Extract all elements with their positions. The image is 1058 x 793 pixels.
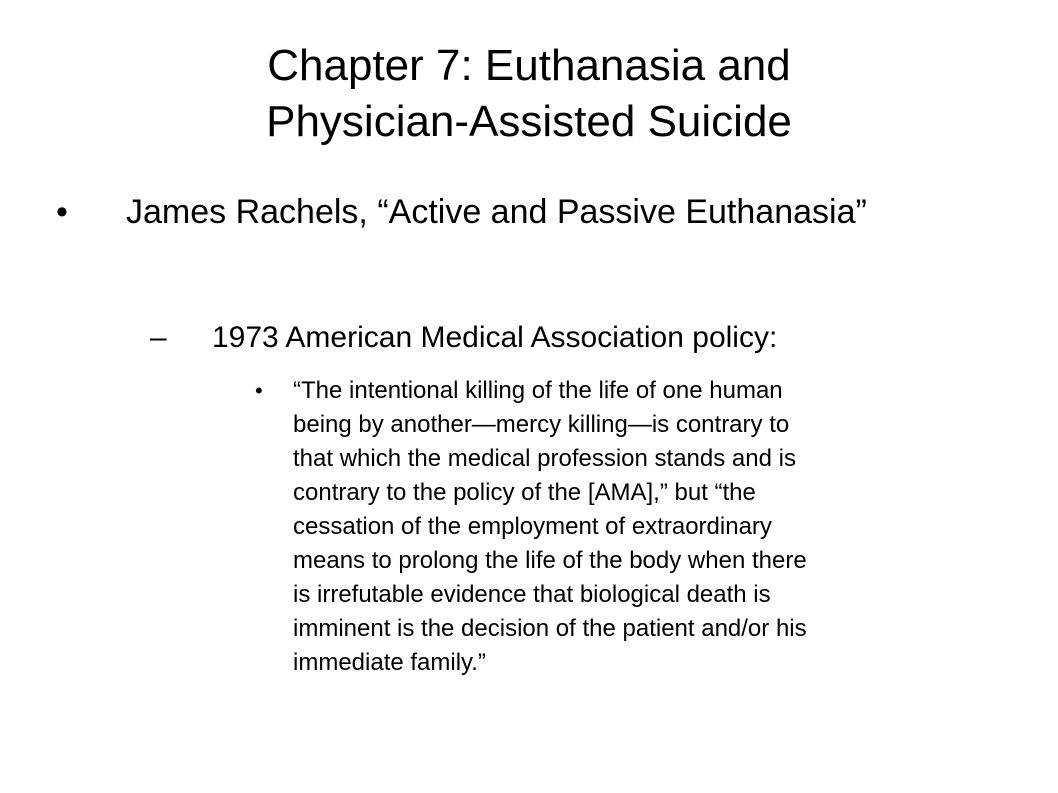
quote-line: being by another—mercy killing—is contrary to: [293, 411, 790, 438]
quote-line: is irrefutable evidence that biological death is: [293, 581, 771, 608]
level2-bullet-text: 1973 American Medical Association policy:: [212, 321, 778, 354]
quote-line: that which the medical profession stands and is: [293, 445, 796, 472]
slide-title: [0, 38, 1058, 150]
bullet-icon: •: [255, 378, 263, 403]
quote-line: “The intentional killing of the life of one human: [293, 377, 783, 404]
slide-title-line-2: Physician-Assisted Suicide: [266, 97, 792, 146]
slide-title-line-1: Chapter 7: Euthanasia and: [267, 41, 791, 90]
dash-icon: –: [150, 321, 167, 354]
bullet-icon: •: [56, 193, 68, 231]
level3-quote-block: [293, 374, 993, 680]
quote-line: means to prolong the life of the body when there: [293, 547, 807, 574]
quote-line: contrary to the policy of the [AMA],” but “the: [293, 479, 756, 506]
level1-bullet-text: James Rachels, “Active and Passive Euthanasia”: [126, 193, 867, 231]
quote-line: immediate family.”: [293, 649, 486, 676]
quote-line: cessation of the employment of extraordinary: [293, 513, 772, 540]
quote-line: imminent is the decision of the patient and/or his: [293, 615, 807, 642]
